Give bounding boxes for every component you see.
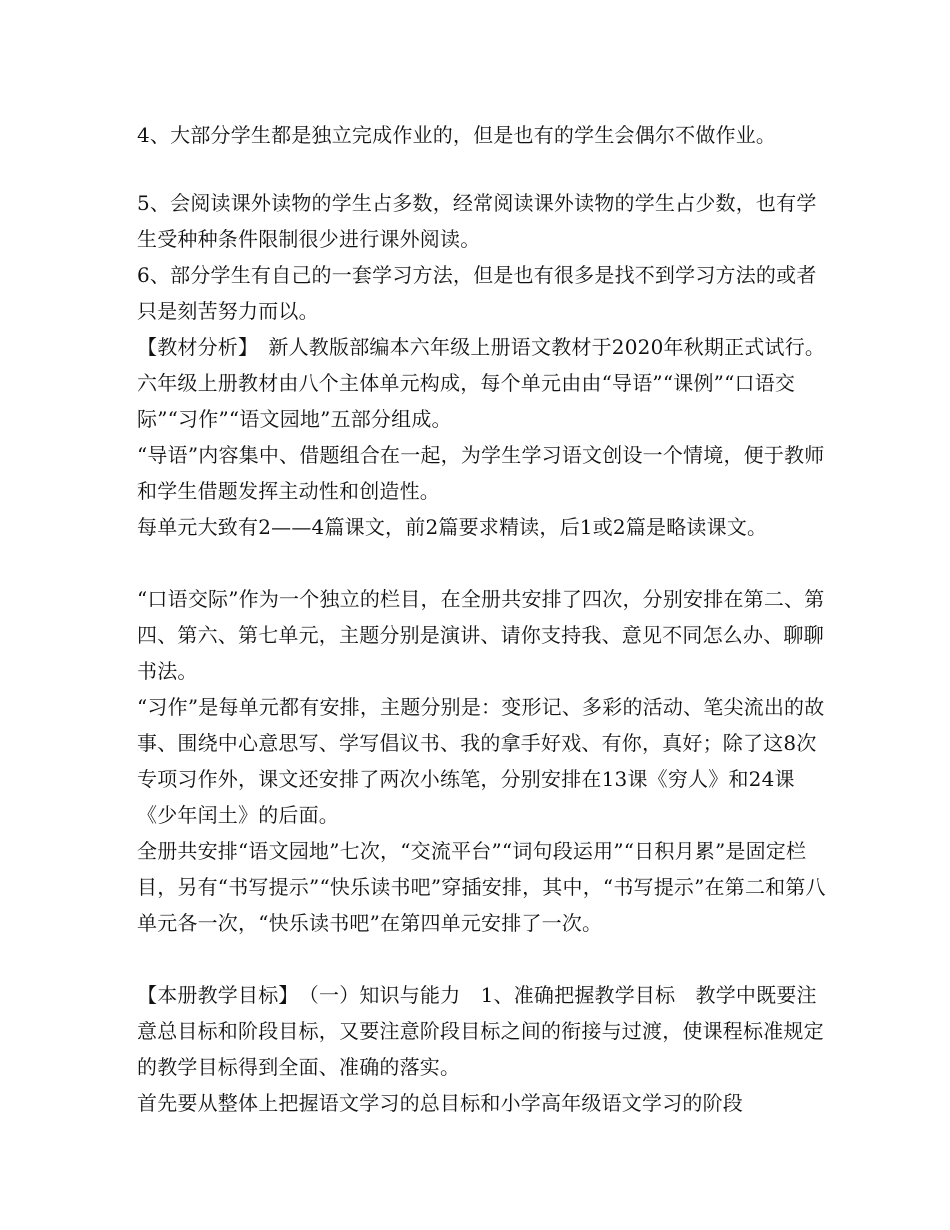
paragraph-language-garden: 全册共安排“语文园地”七次，“交流平台”“词句段运用”“日积月累”是固定栏目，另有“书写提示”“快乐读书吧”穿插安排，其中，“书写提示”在第二和第八单元各一次，“快乐读书吧”在第四单元安排了一次。 xyxy=(137,839,826,935)
paragraph-overall-goals: 首先要从整体上把握语文学习的总目标和小学高年级语文学习的阶段 xyxy=(137,1091,743,1115)
paragraph-item-4: 4、大部分学生都是独立完成作业的，但是也有的学生会偶尔不做作业。 xyxy=(137,123,777,147)
paragraph-teaching-goals: 【本册教学目标】 （一）知识与能力 1、准确把握教学目标 教学中既要注意总目标和阶段目标，又要注意阶段目标之间的衔接与过渡，使课程标准规定的教学目标得到全面、准确的落实。 xyxy=(137,983,824,1079)
paragraph-item-5: 5、会阅读课外读物的学生占多数，经常阅读课外读物的学生占少数，也有学生受种种条件限制很少进行课外阅读。 xyxy=(137,191,817,251)
paragraph-oral-communication: “口语交际”作为一个独立的栏目，在全册共安排了四次，分别安排在第二、第四、第六、第七单元，主题分别是演讲、请你支持我、意见不同怎么办、聊聊书法。 xyxy=(137,587,825,683)
paragraph-introduction: “导语”内容集中、借题组合在一起，为学生学习语文创设一个情境，便于教师和学生借题发挥主动性和创造性。 xyxy=(137,443,825,503)
paragraph-lessons: 每单元大致有2——4篇课文，前2篇要求精读，后1或2篇是略读课文。 xyxy=(137,515,768,539)
paragraph-composition: “习作”是每单元都有安排，主题分别是：变形记、多彩的活动、笔尖流出的故事、围绕中心意思写、学写倡议书、我的拿手好戏、有你，真好；除了这8次专项习作外，课文还安排了两次小练笔，分别安排在13课《穷人》和24课《少年闰土》的后面。 xyxy=(137,695,825,827)
paragraph-item-6: 6、部分学生有自己的一套学习方法，但是也有很多是找不到学习方法的或者只是刻苦努力而以。 xyxy=(137,263,817,323)
paragraph-textbook-analysis: 【教材分析】 新人教版部编本六年级上册语文教材于2020年秋期正式试行。六年级上册教材由八个主体单元构成，每个单元由由“导语”“课例”“口语交际”“习作”“语文园地”五部分组成。 xyxy=(137,335,826,431)
